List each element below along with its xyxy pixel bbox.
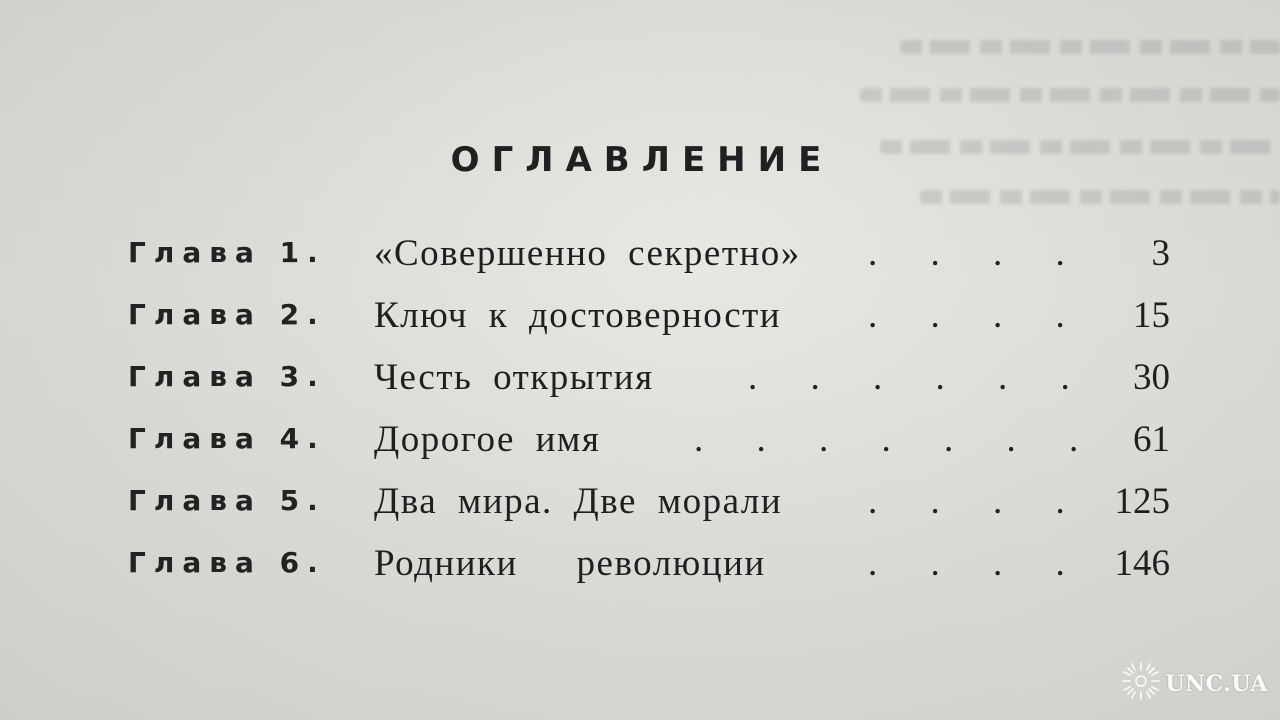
leader-dots: . . . .	[868, 543, 1087, 584]
chapter-title: Дорогое имя	[374, 419, 601, 460]
watermark	[1121, 661, 1268, 706]
toc-row	[128, 356, 1178, 418]
chapter-title: Честь открытия	[374, 357, 654, 398]
leader-dots: . . . . . .	[748, 357, 1092, 398]
chapter-number: Глава 2.	[128, 298, 326, 331]
page-number: 146	[1114, 543, 1170, 584]
toc-row	[128, 542, 1178, 604]
chapter-number: Глава 5.	[128, 484, 326, 517]
leader-dots: . . . .	[868, 233, 1087, 274]
chapter-title: Ключ к достоверности	[374, 295, 782, 336]
page-title: ОГЛАВЛЕНИЕ	[450, 140, 834, 180]
chapter-title: Два мира. Две морали	[374, 481, 783, 522]
chapter-title: Родники революции	[374, 543, 766, 584]
toc-row	[128, 480, 1178, 542]
page-number: 15	[1133, 295, 1170, 336]
toc-row	[128, 418, 1178, 480]
page-number: 125	[1114, 481, 1170, 522]
bleed-through-text	[0, 0, 1280, 240]
watermark-text: UNC.UA	[1165, 670, 1268, 697]
chapter-number: Глава 4.	[128, 422, 326, 455]
page-number: 3	[1151, 233, 1170, 274]
toc-row	[128, 232, 1178, 294]
leader-dots: . . . .	[868, 481, 1087, 522]
toc-row	[128, 294, 1178, 356]
table-of-contents	[128, 232, 1178, 604]
chapter-number: Глава 6.	[128, 546, 326, 579]
sunburst-logo-icon	[1121, 661, 1161, 706]
page-number: 30	[1133, 357, 1170, 398]
page-number: 61	[1133, 419, 1170, 460]
leader-dots: . . . .	[868, 295, 1087, 336]
leader-dots: . . . . . . .	[694, 419, 1101, 460]
chapter-title: «Совершенно секретно»	[374, 233, 801, 274]
chapter-number: Глава 1.	[128, 236, 326, 269]
chapter-number: Глава 3.	[128, 360, 326, 393]
